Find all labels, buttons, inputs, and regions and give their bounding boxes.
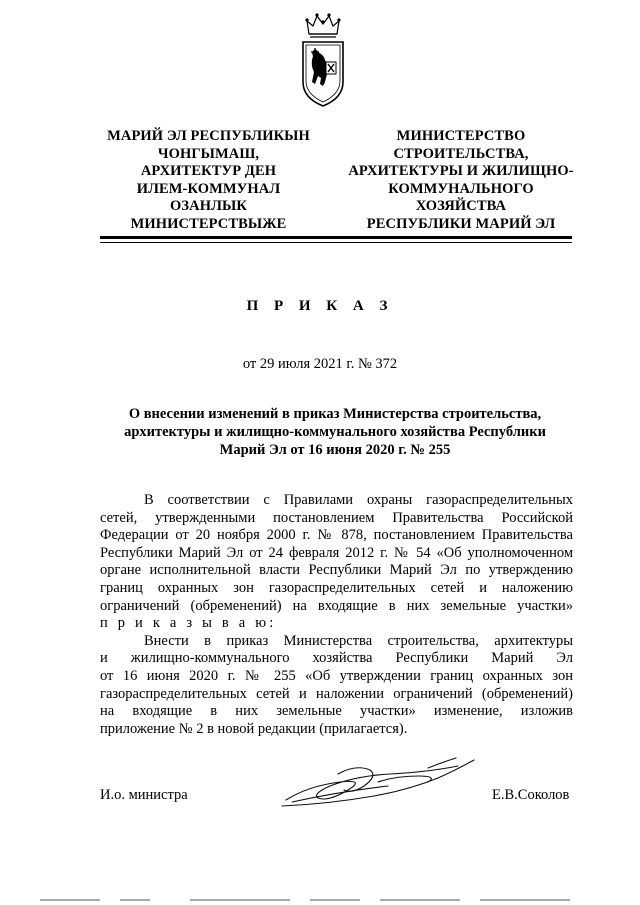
body-line: Республики Марий Эл от 24 февраля 2012 г. № 54 «Об уполномоченном <box>100 544 573 561</box>
header-right-line: МИНИСТЕРСТВО <box>396 128 526 144</box>
body-line: органе исполнительной власти Республики Марий Эл по утверждению <box>100 562 573 579</box>
scan-footer-marks <box>30 895 610 903</box>
signatory-name: Е.В.Соколов <box>492 787 570 803</box>
body-line: приложение № 2 в новой редакции (прилагается). <box>100 720 408 737</box>
header-divider-thick <box>100 236 572 239</box>
header-left-line: АРХИТЕКТУР ДЕН <box>140 163 277 180</box>
coat-of-arms-emblem <box>298 12 348 108</box>
header-right-line: СТРОИТЕЛЬСТВА, <box>393 145 529 162</box>
body-line: газораспределительных сетей и наложении ограничений (обременений) <box>100 685 573 702</box>
order-date-number: от 29 июля 2021 г. № 372 <box>242 356 398 372</box>
document-title: П Р И К А З <box>246 298 394 314</box>
header-left-line: МАРИЙ ЭЛ РЕСПУБЛИКЫН <box>107 128 310 144</box>
header-right-line: РЕСПУБЛИКИ МАРИЙ ЭЛ <box>366 215 556 232</box>
body-line: Внести в приказ Министерства строительства, архитектуры <box>144 632 573 649</box>
order-subject <box>100 405 570 459</box>
body-line: и жилищно-коммунального хозяйства Республики Марий Эл <box>100 650 573 667</box>
header-right-line: КОММУНАЛЬНОГО <box>388 180 534 197</box>
body-line: от 16 июня 2020 г. № 255 «Об утверждении границ охранных зон <box>100 667 573 684</box>
header-right-line: ХОЗЯЙСТВА <box>415 198 507 215</box>
subject-line: Марий Эл от 16 июня 2020 г. № 255 <box>219 442 451 458</box>
body-line: В соответствии с Правилами охраны газораспределительных <box>144 492 573 508</box>
body-line: на входящие в них земельные участки» изменение, изложив <box>100 703 573 720</box>
header-left-line: ОЗАНЛЫК <box>170 198 247 215</box>
ministry-name-russian <box>336 128 586 234</box>
subject-line: архитектуры и жилищно-коммунального хозяйства Республики <box>124 424 546 440</box>
signatory-position: И.о. министра <box>100 787 188 803</box>
handwritten-signature <box>278 752 483 814</box>
header-right-line: АРХИТЕКТУРЫ И ЖИЛИЩНО- <box>348 163 574 180</box>
header-left-line: ИЛЕМ-КОММУНАЛ <box>136 180 281 197</box>
header-left-line: ЧОНГЫМАШ, <box>157 145 260 162</box>
body-line: ограничений (обременений) на входящие в них земельные участки» <box>100 597 573 614</box>
header-divider-thin <box>100 242 572 243</box>
body-line: границ охранных зон газораспределительных сетей и наложению <box>100 579 573 596</box>
order-body <box>100 492 573 738</box>
subject-line: О внесении изменений в приказ Министерства строительства, <box>128 406 542 422</box>
ministry-name-mari <box>96 128 321 234</box>
body-line: сетей, утвержденными постановлением Правительства Российской <box>100 509 573 526</box>
header-left-line: МИНИСТЕРСТВЫЖЕ <box>130 215 287 232</box>
order-directive: п р и к а з ы в а ю: <box>100 615 277 632</box>
body-line: Федерации от 20 ноября 2000 г. № 878, постановлением Правительства <box>100 527 573 544</box>
